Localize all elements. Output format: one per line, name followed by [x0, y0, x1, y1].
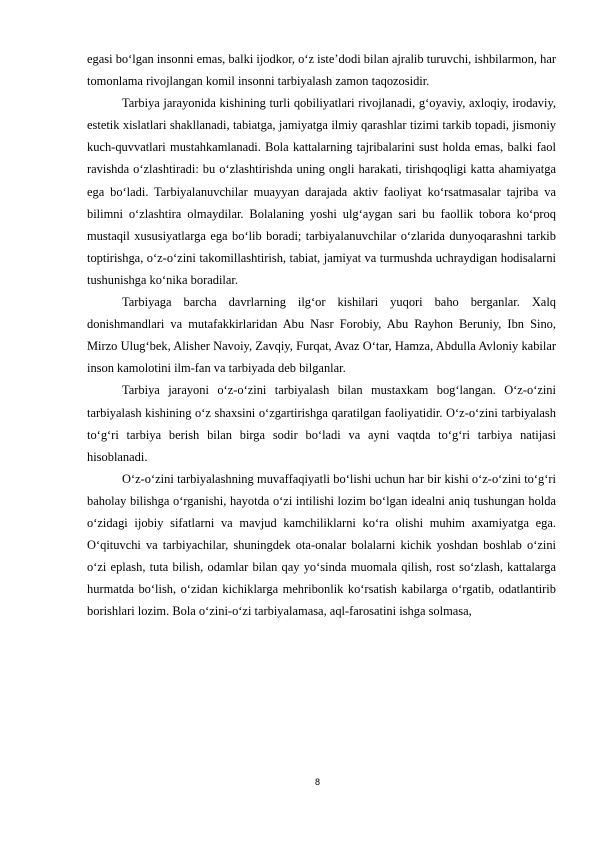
page-number: 8 — [314, 777, 320, 787]
paragraph-tarbiya-jarayonida: Tarbiya jarayonida kishining turli qobiliyatlari rivojlanadi, g‘oyaviy, axloqiy, irodaviy, estetik xislatlari shakllanadi, tabiatga, jamiyatga ilmiy qarashlar tizimi tarkib topadi, jismoniy kuch-quvvatlari mustahkamlanadi. Bola kattalarning tajribalarini sust holda emas, balki faol ravishda o‘zlashtiradi: bu o‘zlashtirishda uning ongli harakati, tirishqoqligi katta ahamiyatga ega bo‘ladi. Tarbiyalanuvchilar muayyan darajada aktiv faoliyat ko‘rsatmasalar tajriba va bilimni o‘zlashtira olmaydilar. Bolalaning yoshi ulg‘aygan sari bu faollik tobora ko‘proq mustaqil xususiyatlarga ega bo‘lib boradi; tarbiyalanuvchilar o‘zlarida dunyoqarashni tarkib toptirishga, o‘z-o‘zini takomillashtirish, tabiat, jamiyat va turmushda uchraydigan hodisalarni tushunishga ko‘nika boradilar. — [87, 96, 556, 287]
paragraph-tarbiyaga-barcha: Tarbiyaga barcha davrlarning ilg‘or kishilari yuqori baho berganlar. Xalq donishmandlari va mutafakkirlaridan Abu Nasr Forobiy, Abu Rayhon Beruniy, Ibn Sino, Mirzo Ulug‘bek, Alisher Navoiy, Zavqiy, Furqat, Avaz O‘tar, Hamza, Abdulla Avloniy kabilar inson kamolotini ilm-fan va tarbiyada deb bilganlar. — [87, 295, 556, 376]
paragraph-continuation: egasi bo‘lgan insonni emas, balki ijodkor, o‘z iste’dodi bilan ajralib turuvchi, ishbilarmon, har tomonlama rivojlangan komil insonni tarbiyalash zamon taqozosidir. — [87, 52, 556, 89]
paragraph-oz-ozini-tarbiyalash: Tarbiya jarayoni o‘z-o‘zini tarbiyalash bilan mustaxkam bog‘langan. O‘z-o‘zini tarbiyalash kishining o‘z shaxsini o‘zgartirishga qaratilgan faoliyatidir. O‘z-o‘zini tarbiyalash to‘g‘ri tarbiya berish bilan birga sodir bo‘ladi va ayni vaqtda to‘g‘ri tarbiya natijasi hisoblanadi. — [87, 383, 556, 464]
page-body — [87, 48, 556, 622]
paragraph-muvaffaqiyatli: O‘z-o‘zini tarbiyalashning muvaffaqiyatli bo‘lishi uchun har bir kishi o‘z-o‘zini to‘g‘ri baholay bilishga o‘rganishi, hayotda o‘zi intilishi lozim bo‘lgan idealni aniq tushungan holda o‘zidagi ijobiy sifatlarni va mavjud kamchiliklarni ko‘ra olishi muhim axamiyatga ega. O‘qituvchi va tarbiyachilar, shuningdek ota-onalar bolalarni kichik yoshdan boshlab o‘zini o‘zi eplash, tuta bilish, odamlar bilan qay yo‘sinda muomala qilish, rost so‘zlash, kattalarga hurmatda bo‘lish, o‘zidan kichiklarga mehribonlik ko‘rsatish kabilarga o‘rgatib, odatlantirib borishlari lozim. Bola o‘zini-o‘zi tarbiyalamasa, aql-farosatini ishga solmasa, — [87, 471, 556, 619]
